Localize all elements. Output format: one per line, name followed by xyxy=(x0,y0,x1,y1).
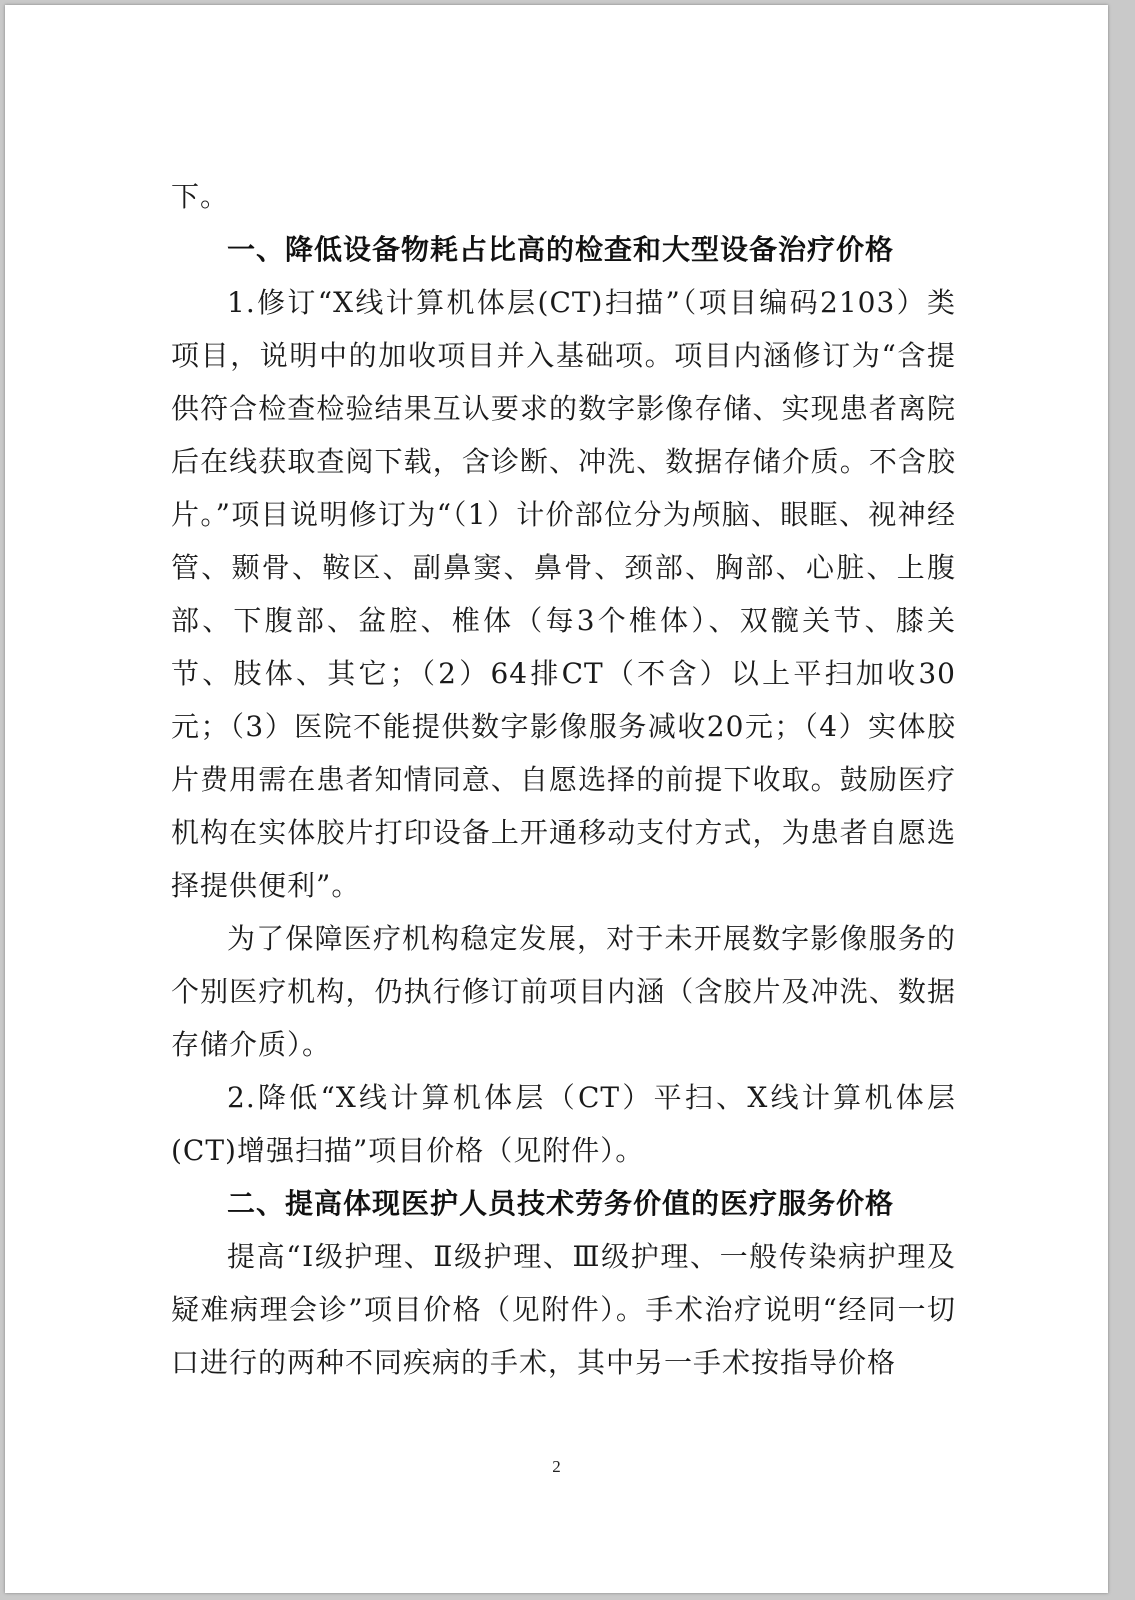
paragraph-3: 2.降低“X线计算机体层（CT）平扫、X线计算机体层(CT)增强扫描”项目价格（见附件）。 xyxy=(171,1081,956,1167)
document-body xyxy=(171,170,956,1389)
paragraph-4: 提高“Ⅰ级护理、Ⅱ级护理、Ⅲ级护理、一般传染病护理及疑难病理会诊”项目价格（见附件）。手术治疗说明“经同一切口进行的两种不同疾病的手术，其中另一手术按指导价格 xyxy=(171,1240,956,1379)
continuation-text: 下。 xyxy=(171,180,230,213)
section-heading-1: 一、降低设备物耗占比高的检查和大型设备治疗价格 xyxy=(227,233,895,266)
section-heading-2: 二、提高体现医护人员技术劳务价值的医疗服务价格 xyxy=(227,1187,895,1220)
paragraph-2: 为了保障医疗机构稳定发展，对于未开展数字影像服务的个别医疗机构，仍执行修订前项目内涵（含胶片及冲洗、数据存储介质）。 xyxy=(171,922,956,1061)
document-page xyxy=(5,5,1108,1593)
paragraph-1: 1.修订“X线计算机体层(CT)扫描”（项目编码2103）类项目，说明中的加收项目并入基础项。项目内涵修订为“含提供符合检查检验结果互认要求的数字影像存储、实现患者离院后在线获取查阅下载，含诊断、冲洗、数据存储介质。不含胶片。”项目说明修订为“（1）计价部位分为颅脑、眼眶、视神经管、颞骨、鞍区、副鼻窦、鼻骨、颈部、胸部、心脏、上腹部、下腹部、盆腔、椎体（每3个椎体）、双髋关节、膝关节、肢体、其它；（2）64排CT（不含）以上平扫加收30元；（3）医院不能提供数字影像服务减收20元；（4）实体胶片费用需在患者知情同意、自愿选择的前提下收取。鼓励医疗机构在实体胶片打印设备上开通移动支付方式，为患者自愿选择提供便利”。 xyxy=(171,286,956,902)
page-number: 2 xyxy=(552,1457,561,1476)
